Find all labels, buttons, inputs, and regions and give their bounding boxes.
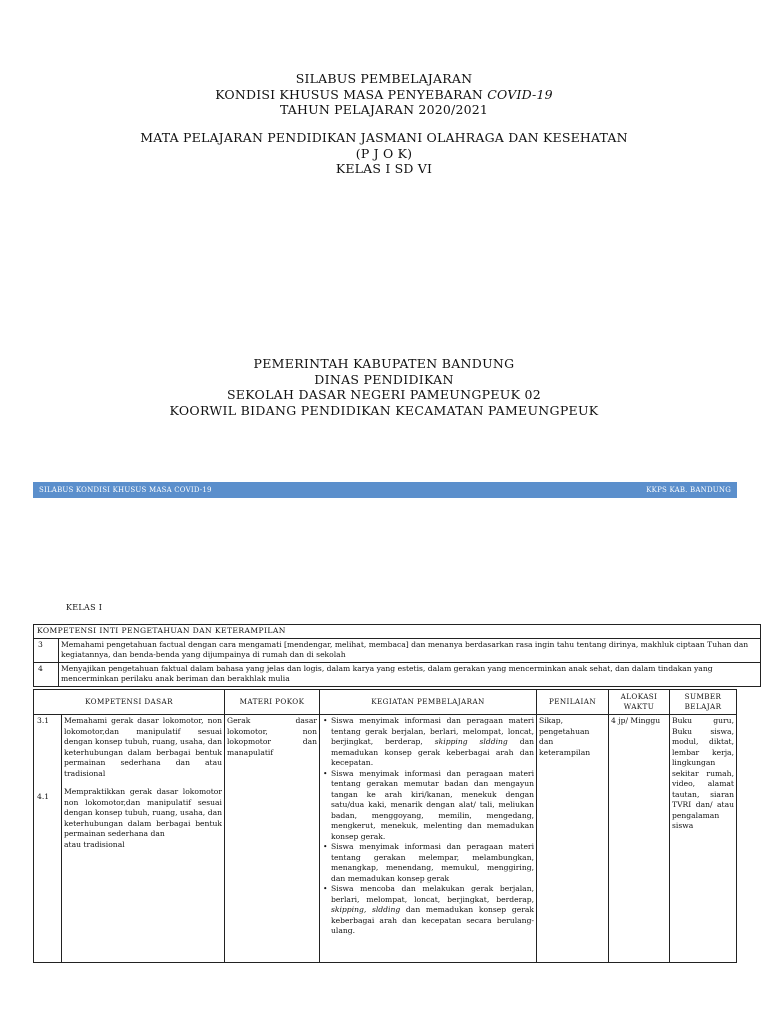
kd-text: Mempraktikkan gerak dasar lokomotor non lokomotor,dan manipulatif sesuai dengan konsep tubuh, ruang, usaha, dan keterhubungan dalam berbagai bentuk permainan sederhana dan xyxy=(64,787,222,838)
org-line-3: SEKOLAH DASAR NEGERI PAMEUNGPEUK 02 xyxy=(226,387,542,402)
kegiatan-item xyxy=(331,884,534,937)
core-competence-table xyxy=(33,624,761,687)
ki-row xyxy=(34,638,761,662)
subject-title-block xyxy=(0,130,768,177)
header-materi-pokok: MATERI POKOK xyxy=(225,690,320,715)
org-line-1: PEMERINTAH KABUPATEN BANDUNG xyxy=(253,356,515,371)
header-penilaian: PENILAIAN xyxy=(537,690,609,715)
materi-cell: Gerak dasar lokomotor, non lokopmotor dan manapulatif xyxy=(225,715,320,963)
title-line-2 xyxy=(0,87,768,103)
kegiatan-italic: skipping, sldding xyxy=(331,905,401,914)
kd-number: 3.1 xyxy=(37,716,50,725)
penilaian-cell: Sikap, pengetahuan dan keterampilan xyxy=(537,715,609,963)
header-kegiatan: KEGIATAN PEMBELAJARAN xyxy=(320,690,537,715)
syllabus-header-row xyxy=(34,690,737,715)
ki-header: KOMPETENSI INTI PENGETAHUAN DAN KETERAMPILAN xyxy=(34,625,761,639)
ki-number: 3 xyxy=(34,638,59,662)
kegiatan-text: Siswa menyimak informasi dan peragaan materi tentang gerak berjalan, berlari, melompat, loncat, berjingkat, berderap, xyxy=(331,716,534,746)
ki-number: 4 xyxy=(34,662,59,686)
kd-number-cell xyxy=(34,715,62,963)
syllabus-row xyxy=(34,715,737,963)
banner-right-text: KKPS KAB. BANDUNG xyxy=(646,486,731,494)
header-alokasi-waktu: ALOKASI WAKTU xyxy=(609,690,670,715)
kd-text-cell xyxy=(62,715,225,963)
kegiatan-item xyxy=(331,769,534,843)
banner-left-text: SILABUS KONDISI KHUSUS MASA COVID-19 xyxy=(39,486,212,494)
title-line-3: TAHUN PELAJARAN 2020/2021 xyxy=(279,102,489,117)
ki-header-row xyxy=(34,625,761,639)
ki-row xyxy=(34,662,761,686)
kegiatan-italic: skipping sldding xyxy=(434,737,508,746)
kegiatan-text: dan memadukan konsep gerak keberbagai arah dan kecepatan. xyxy=(331,737,534,767)
header-banner xyxy=(33,482,737,498)
kd-number: 4.1 xyxy=(37,792,50,801)
subject-abbrev: (P J O K) xyxy=(355,145,413,161)
kegiatan-text: Siswa menyimak informasi dan peragaan materi tentang gerakan memutar badan dan mengayun tangan ke arah kiri/kanan, menekuk dengan satu/dua kaki, menarik dengan alat/ tali, meliukan badan, menggoyang, memilin, mengedang, mengkerut, menekuk, melenting dan memadukan konsep gerak. xyxy=(331,768,534,841)
kegiatan-item xyxy=(331,716,534,769)
org-line-4: KOORWIL BIDANG PENDIDIKAN KECAMATAN PAMEUNGPEUK xyxy=(169,402,599,418)
header-sumber-belajar: SUMBER BELAJAR xyxy=(670,690,737,715)
class-line: KELAS I SD VI xyxy=(335,161,433,176)
kd-text: Memahami gerak dasar lokomotor, non lokomotor,dan manipulatif sesuai dengan konsep tubuh, ruang, usaha, dan keterhubungan dalam berbagai bentuk permainan sederhana dan atau tradisional xyxy=(64,716,222,778)
kegiatan-text: dan memadukan konsep gerak keberbagai arah dan kecepatan secara berulang-ulang. xyxy=(331,905,534,935)
title-line-1: SILABUS PEMBELAJARAN xyxy=(295,71,473,86)
ki-text: Menyajikan pengetahuan faktual dalam bahasa yang jelas dan logis, dalam karya yang estetis, dalam gerakan yang mencerminkan anak sehat, dan dalam tindakan yang mencerminkan perilaku anak beriman dan berakhlak mulia xyxy=(59,662,761,686)
syllabus-table xyxy=(33,689,737,963)
document-title-block xyxy=(0,71,768,118)
kegiatan-cell xyxy=(320,715,537,963)
class-label: KELAS I xyxy=(66,603,103,612)
kegiatan-item xyxy=(331,842,534,884)
kd-text-tail: atau tradisional xyxy=(64,839,125,849)
sumber-cell: Buku guru, Buku siswa, modul, diktat, lembar kerja, lingkungan sekitar rumah, video, alamat tautan, siaran TVRI dan/ atau pengalaman siswa xyxy=(670,715,737,963)
ki-text: Memahami pengetahuan factual dengan cara mengamati [mendengar, melihat, membaca] dan menanya berdasarkan rasa ingin tahu tentang dirinya, makhluk ciptaan Tuhan dan kegiatannya, dan benda-benda yang dijumpainya di rumah dan di sekolah xyxy=(59,638,761,662)
header-kompetensi-dasar: KOMPETENSI DASAR xyxy=(34,690,225,715)
title-line-2-text: KONDISI KHUSUS MASA PENYEBARAN xyxy=(215,86,488,102)
organization-block xyxy=(0,356,768,418)
title-line-2-italic: COVID-19 xyxy=(487,86,553,102)
kegiatan-text: Siswa mencoba dan melakukan gerak berjalan, berlari, melompat, loncat, berjingkat, berderap, xyxy=(331,884,534,904)
kegiatan-list xyxy=(322,716,534,937)
kegiatan-text: Siswa menyimak informasi dan peragaan materi tentang gerakan melempar, melambungkan, menangkap, menendang, memukul, menggiring, dan memadukan konsep gerak xyxy=(331,842,534,883)
subject-line: MATA PELAJARAN PENDIDIKAN JASMANI OLAHRAGA DAN KESEHATAN xyxy=(140,130,628,145)
alokasi-cell: 4 jp/ Minggu xyxy=(609,715,670,963)
org-line-2: DINAS PENDIDIKAN xyxy=(314,371,454,387)
